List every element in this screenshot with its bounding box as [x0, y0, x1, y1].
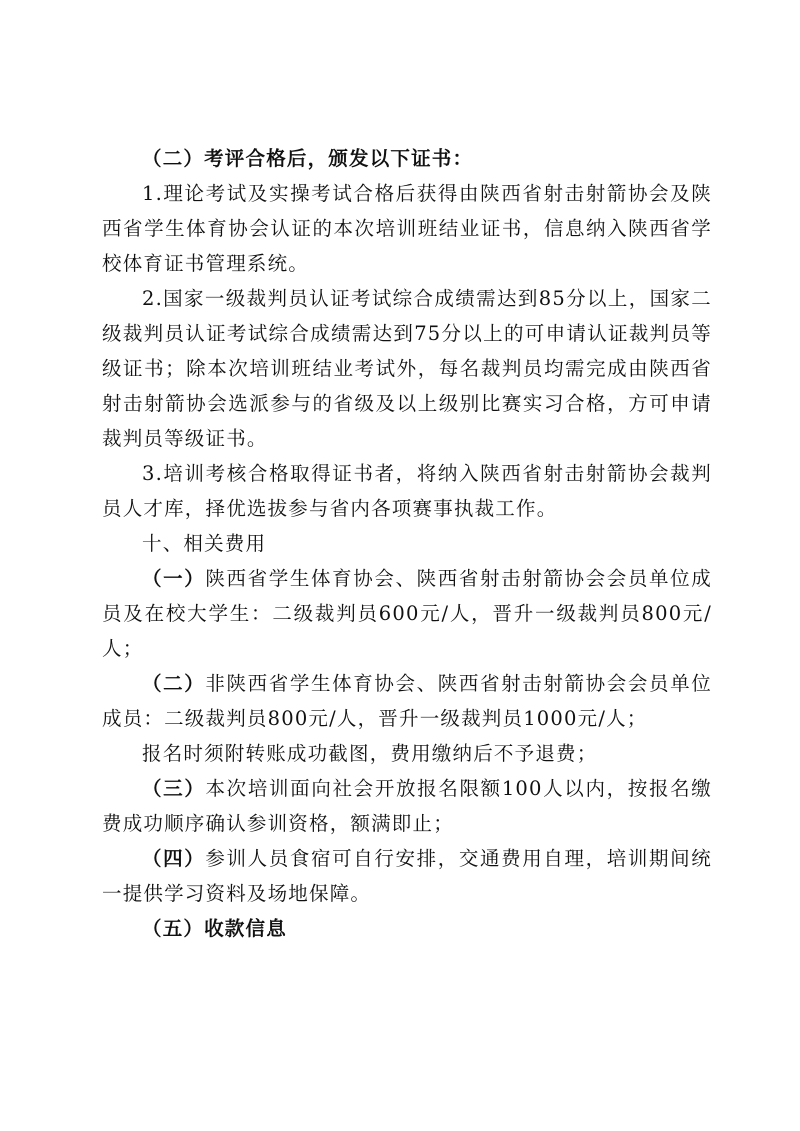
- sub-heading-certificates: （二）考评合格后，颁发以下证书：: [142, 147, 474, 170]
- fee-item-2: [102, 666, 712, 736]
- fee-item-4-text: 参训人员食宿可自行安排，交通费用自理，培训期间统一提供学习资料及场地保障。: [102, 847, 712, 905]
- document-body: [102, 141, 712, 946]
- fee-item-2-label: （二）: [142, 672, 206, 695]
- fee-item-1: [102, 561, 712, 666]
- fee-item-1-label: （一）: [142, 567, 206, 590]
- fee-item-3-text: 本次培训面向社会开放报名限额100人以内，按报名缴费成功顺序确认参训资格，额满即止；: [102, 777, 712, 835]
- fee-item-4-label: （四）: [142, 847, 206, 870]
- certificate-item-3: 3.培训考核合格取得证书者，将纳入陕西省射击射箭协会裁判员人才库，择优选拔参与省内各项赛事执裁工作。: [102, 462, 712, 520]
- fee-item-4: [102, 841, 712, 911]
- certificate-item-2: 2.国家一级裁判员认证考试综合成绩需达到85分以上，国家二级裁判员认证考试综合成绩需达到75分以上的可申请认证裁判员等级证书；除本次培训班结业考试外，每名裁判员均需完成由陕西省射击射箭协会选派参与的省级及以上级别比赛实习合格，方可申请裁判员等级证书。: [102, 287, 712, 450]
- fee-note: 报名时须附转账成功截图，费用缴纳后不予退费；: [142, 742, 598, 765]
- certificate-item-1: 1.理论考试及实操考试合格后获得由陕西省射击射箭协会及陕西省学生体育协会认证的本次培训班结业证书，信息纳入陕西省学校体育证书管理系统。: [102, 182, 712, 275]
- fee-item-3-label: （三）: [142, 777, 206, 800]
- section-title-fees: 十、相关费用: [142, 532, 267, 555]
- sub-heading-payment-info: （五）收款信息: [142, 917, 287, 940]
- fee-item-1-text: 陕西省学生体育协会、陕西省射击射箭协会会员单位成员及在校大学生：二级裁判员600元/人，晋升一级裁判员800元/人；: [102, 567, 712, 660]
- fee-item-3: [102, 771, 712, 841]
- fee-item-2-text: 非陕西省学生体育协会、陕西省射击射箭协会会员单位成员：二级裁判员800元/人，晋升一级裁判员1000元/人；: [102, 672, 712, 730]
